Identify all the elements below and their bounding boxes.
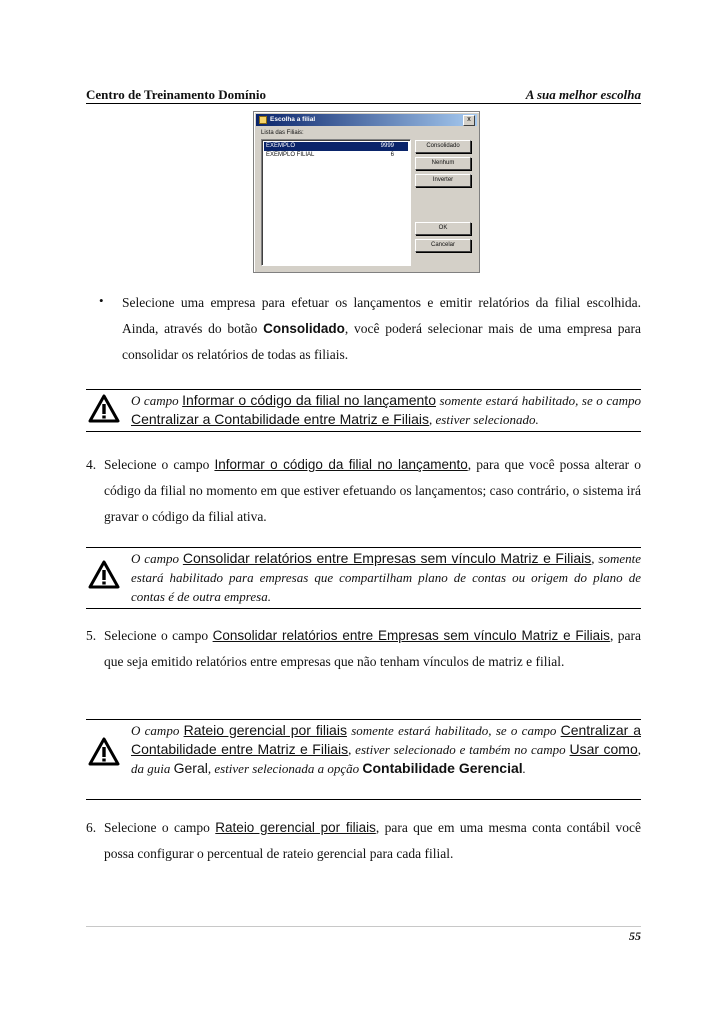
inverter-button[interactable]: Inverter bbox=[415, 174, 471, 187]
note-informar-codigo bbox=[131, 391, 641, 429]
footer-divider bbox=[86, 926, 641, 927]
field-ref: Rateio gerencial por filiais bbox=[183, 722, 347, 738]
field-ref: Rateio gerencial por filiais bbox=[215, 820, 376, 835]
bullet-paragraph bbox=[122, 290, 641, 368]
text-span: , estiver selecionado e também no campo bbox=[348, 742, 570, 757]
text-span: , estiver selecionado. bbox=[429, 412, 539, 427]
text-span: Selecione uma empresa para efetuar os lançamentos e emitir relatórios da filial escolhida. Ainda, através do botão bbox=[122, 295, 641, 336]
note-divider bbox=[86, 547, 641, 548]
text-span: O campo bbox=[131, 551, 183, 566]
text-span: , para que em uma mesma conta contábil você possa configurar o percentual de rateio gerencial para cada filial. bbox=[104, 820, 642, 861]
header-divider bbox=[86, 103, 641, 104]
filial-dialog bbox=[253, 111, 480, 273]
list-item[interactable] bbox=[264, 151, 408, 160]
step-number: 5. bbox=[86, 628, 97, 643]
text-span: Selecione o campo bbox=[104, 457, 215, 472]
list-item[interactable] bbox=[264, 142, 408, 151]
note-rateio bbox=[131, 721, 641, 778]
text-span: , para que seja emitido relatórios entre empresas que não tenham vínculos de matriz e filial. bbox=[104, 628, 642, 669]
text-span: somente estará habilitado, se o campo bbox=[346, 723, 561, 738]
ok-button[interactable]: OK bbox=[415, 222, 471, 235]
nenhum-button[interactable]: Nenhum bbox=[415, 157, 471, 170]
close-icon[interactable]: x bbox=[463, 115, 475, 126]
header-right: A sua melhor escolha bbox=[525, 87, 641, 102]
note-divider bbox=[86, 799, 641, 800]
app-icon bbox=[259, 116, 267, 124]
cancelar-button[interactable]: Cancelar bbox=[415, 239, 471, 252]
page-number: 55 bbox=[629, 929, 641, 943]
note-divider bbox=[86, 719, 641, 720]
list-item-value: 6 bbox=[390, 152, 394, 158]
warning-icon bbox=[88, 394, 120, 424]
consolidado-label: Consolidado bbox=[263, 321, 345, 336]
tab-ref: Geral bbox=[173, 760, 208, 776]
filial-list[interactable] bbox=[261, 139, 411, 266]
step6-paragraph bbox=[104, 815, 641, 867]
step-number: 4. bbox=[86, 457, 97, 472]
field-ref: Informar o código da filial no lançamento bbox=[182, 392, 436, 408]
header-left: Centro de Treinamento Domínio bbox=[86, 87, 266, 102]
option-ref: Contabilidade Gerencial bbox=[362, 760, 523, 776]
step-number: 6. bbox=[86, 820, 97, 835]
text-span: , para que você possa alterar o código da filial no momento em que estiver efetuando os lançamentos; caso contrário, o sistema irá gravar o código da filial ativa. bbox=[104, 457, 641, 524]
field-ref: Usar como bbox=[569, 741, 638, 757]
text-span: , somente estará habilitado para empresas que compartilham plano de contas ou origem do plano de contas é de outra empresa. bbox=[131, 551, 641, 604]
note-divider bbox=[86, 608, 641, 609]
warning-icon bbox=[88, 737, 120, 767]
text-span: O campo bbox=[131, 393, 183, 408]
text-span: , da guia bbox=[131, 742, 641, 776]
text-span: Selecione o campo bbox=[104, 820, 216, 835]
list-item-value: 9999 bbox=[380, 143, 394, 149]
field-ref: Consolidar relatórios entre Empresas sem vínculo Matriz e Filiais bbox=[212, 628, 610, 643]
field-ref: Informar o código da filial no lançamento bbox=[214, 457, 468, 472]
field-ref: Centralizar a Contabilidade entre Matriz e Filiais bbox=[131, 411, 430, 427]
step4-paragraph bbox=[104, 452, 641, 530]
field-ref: Consolidar relatórios entre Empresas sem vínculo Matriz e Filiais bbox=[182, 550, 592, 566]
text-span: , você poderá selecionar mais de uma empresa para consolidar os relatórios de todas as filiais. bbox=[122, 321, 641, 362]
text-span: somente estará habilitado, se o campo bbox=[435, 393, 641, 408]
warning-icon bbox=[88, 560, 120, 590]
list-item-name: EXEMPLO FILIAL bbox=[266, 152, 315, 158]
note-divider bbox=[86, 389, 641, 390]
text-span: , estiver selecionada a opção bbox=[207, 761, 363, 776]
note-consolidar bbox=[131, 549, 641, 606]
field-ref: Centralizar a Contabilidade entre Matriz e Filiais bbox=[131, 722, 641, 757]
bullet-mark: • bbox=[99, 293, 104, 308]
list-label: Lista das Filiais: bbox=[261, 130, 304, 136]
note-divider bbox=[86, 431, 641, 432]
dialog-title: Escolha a filial bbox=[270, 116, 316, 123]
consolidado-button[interactable]: Consolidado bbox=[415, 140, 471, 153]
step5-paragraph bbox=[104, 623, 641, 675]
dialog-titlebar bbox=[256, 114, 477, 126]
list-item-name: EXEMPLO bbox=[266, 143, 296, 149]
text-span: Selecione o campo bbox=[104, 628, 213, 643]
text-span: O campo bbox=[131, 723, 184, 738]
text-span: . bbox=[522, 761, 526, 776]
